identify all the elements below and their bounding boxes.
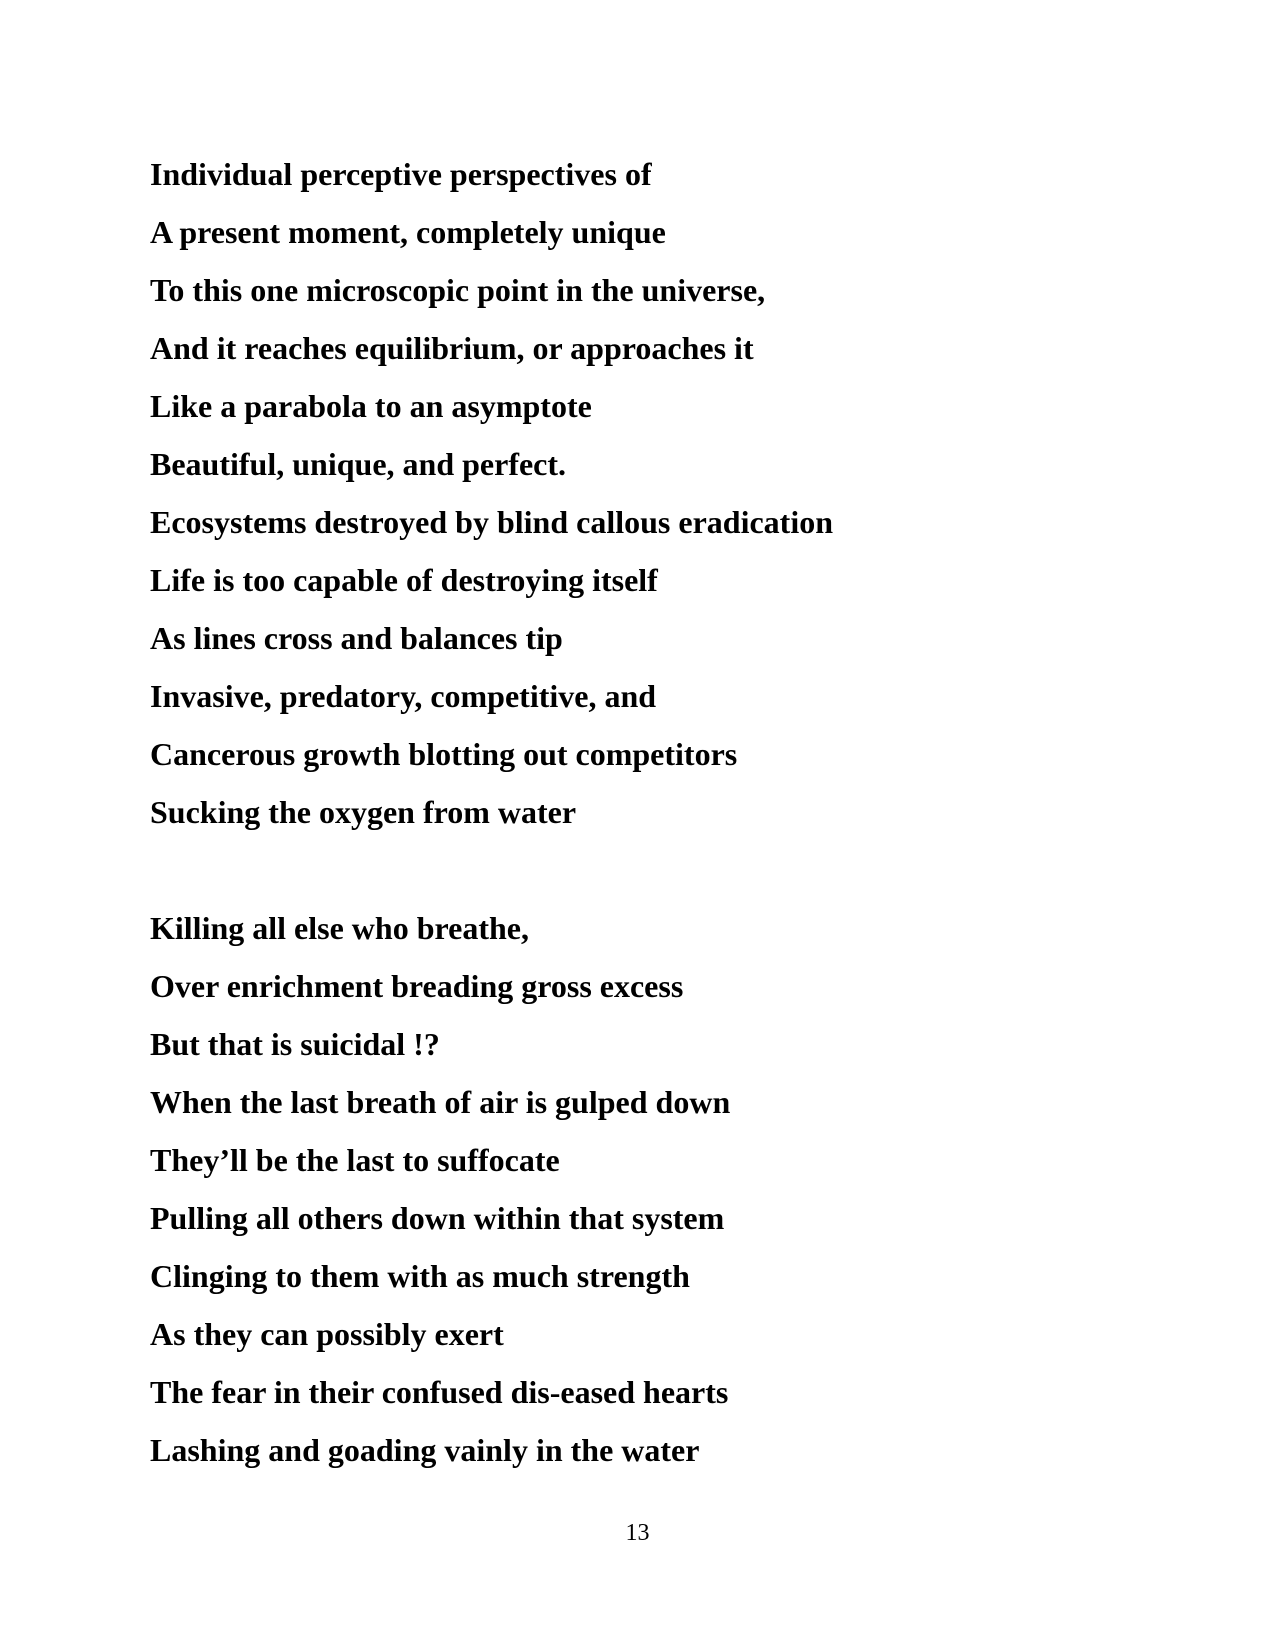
page-number: 13 [625, 1520, 650, 1546]
poem-line: Cancerous growth blotting out competitors [150, 736, 738, 772]
stanza-2 [150, 899, 1150, 1479]
poem-line: To this one microscopic point in the universe, [150, 272, 766, 308]
poem-line: And it reaches equilibrium, or approaches it [150, 330, 754, 366]
poem-line: A present moment, completely unique [150, 214, 666, 250]
poem-line: Like a parabola to an asymptote [150, 388, 592, 424]
poem-line: They’ll be the last to suffocate [150, 1142, 560, 1178]
poem-line: Clinging to them with as much strength [150, 1258, 690, 1294]
poem-line: As lines cross and balances tip [150, 620, 563, 656]
poem-line: Life is too capable of destroying itself [150, 562, 658, 598]
poem-line: When the last breath of air is gulped down [150, 1084, 731, 1120]
poem-line: Killing all else who breathe, [150, 910, 529, 946]
poem-line: The fear in their confused dis-eased hearts [150, 1374, 729, 1410]
poem-line: Sucking the oxygen from water [150, 794, 577, 830]
poem-line: As they can possibly exert [150, 1316, 504, 1352]
poem-line: But that is suicidal !? [150, 1026, 440, 1062]
poem-line: Beautiful, unique, and perfect. [150, 446, 567, 482]
poem-line: Invasive, predatory, competitive, and [150, 678, 657, 714]
poem-line: Individual perceptive perspectives of [150, 156, 652, 192]
stanza-1 [150, 145, 1150, 841]
poem-line: Lashing and goading vainly in the water [150, 1432, 700, 1468]
poem-line: Pulling all others down within that system [150, 1200, 725, 1236]
poem-line: Over enrichment breading gross excess [150, 968, 684, 1004]
poem-body [150, 145, 1150, 1479]
poem-line: Ecosystems destroyed by blind callous eradication [150, 504, 833, 540]
